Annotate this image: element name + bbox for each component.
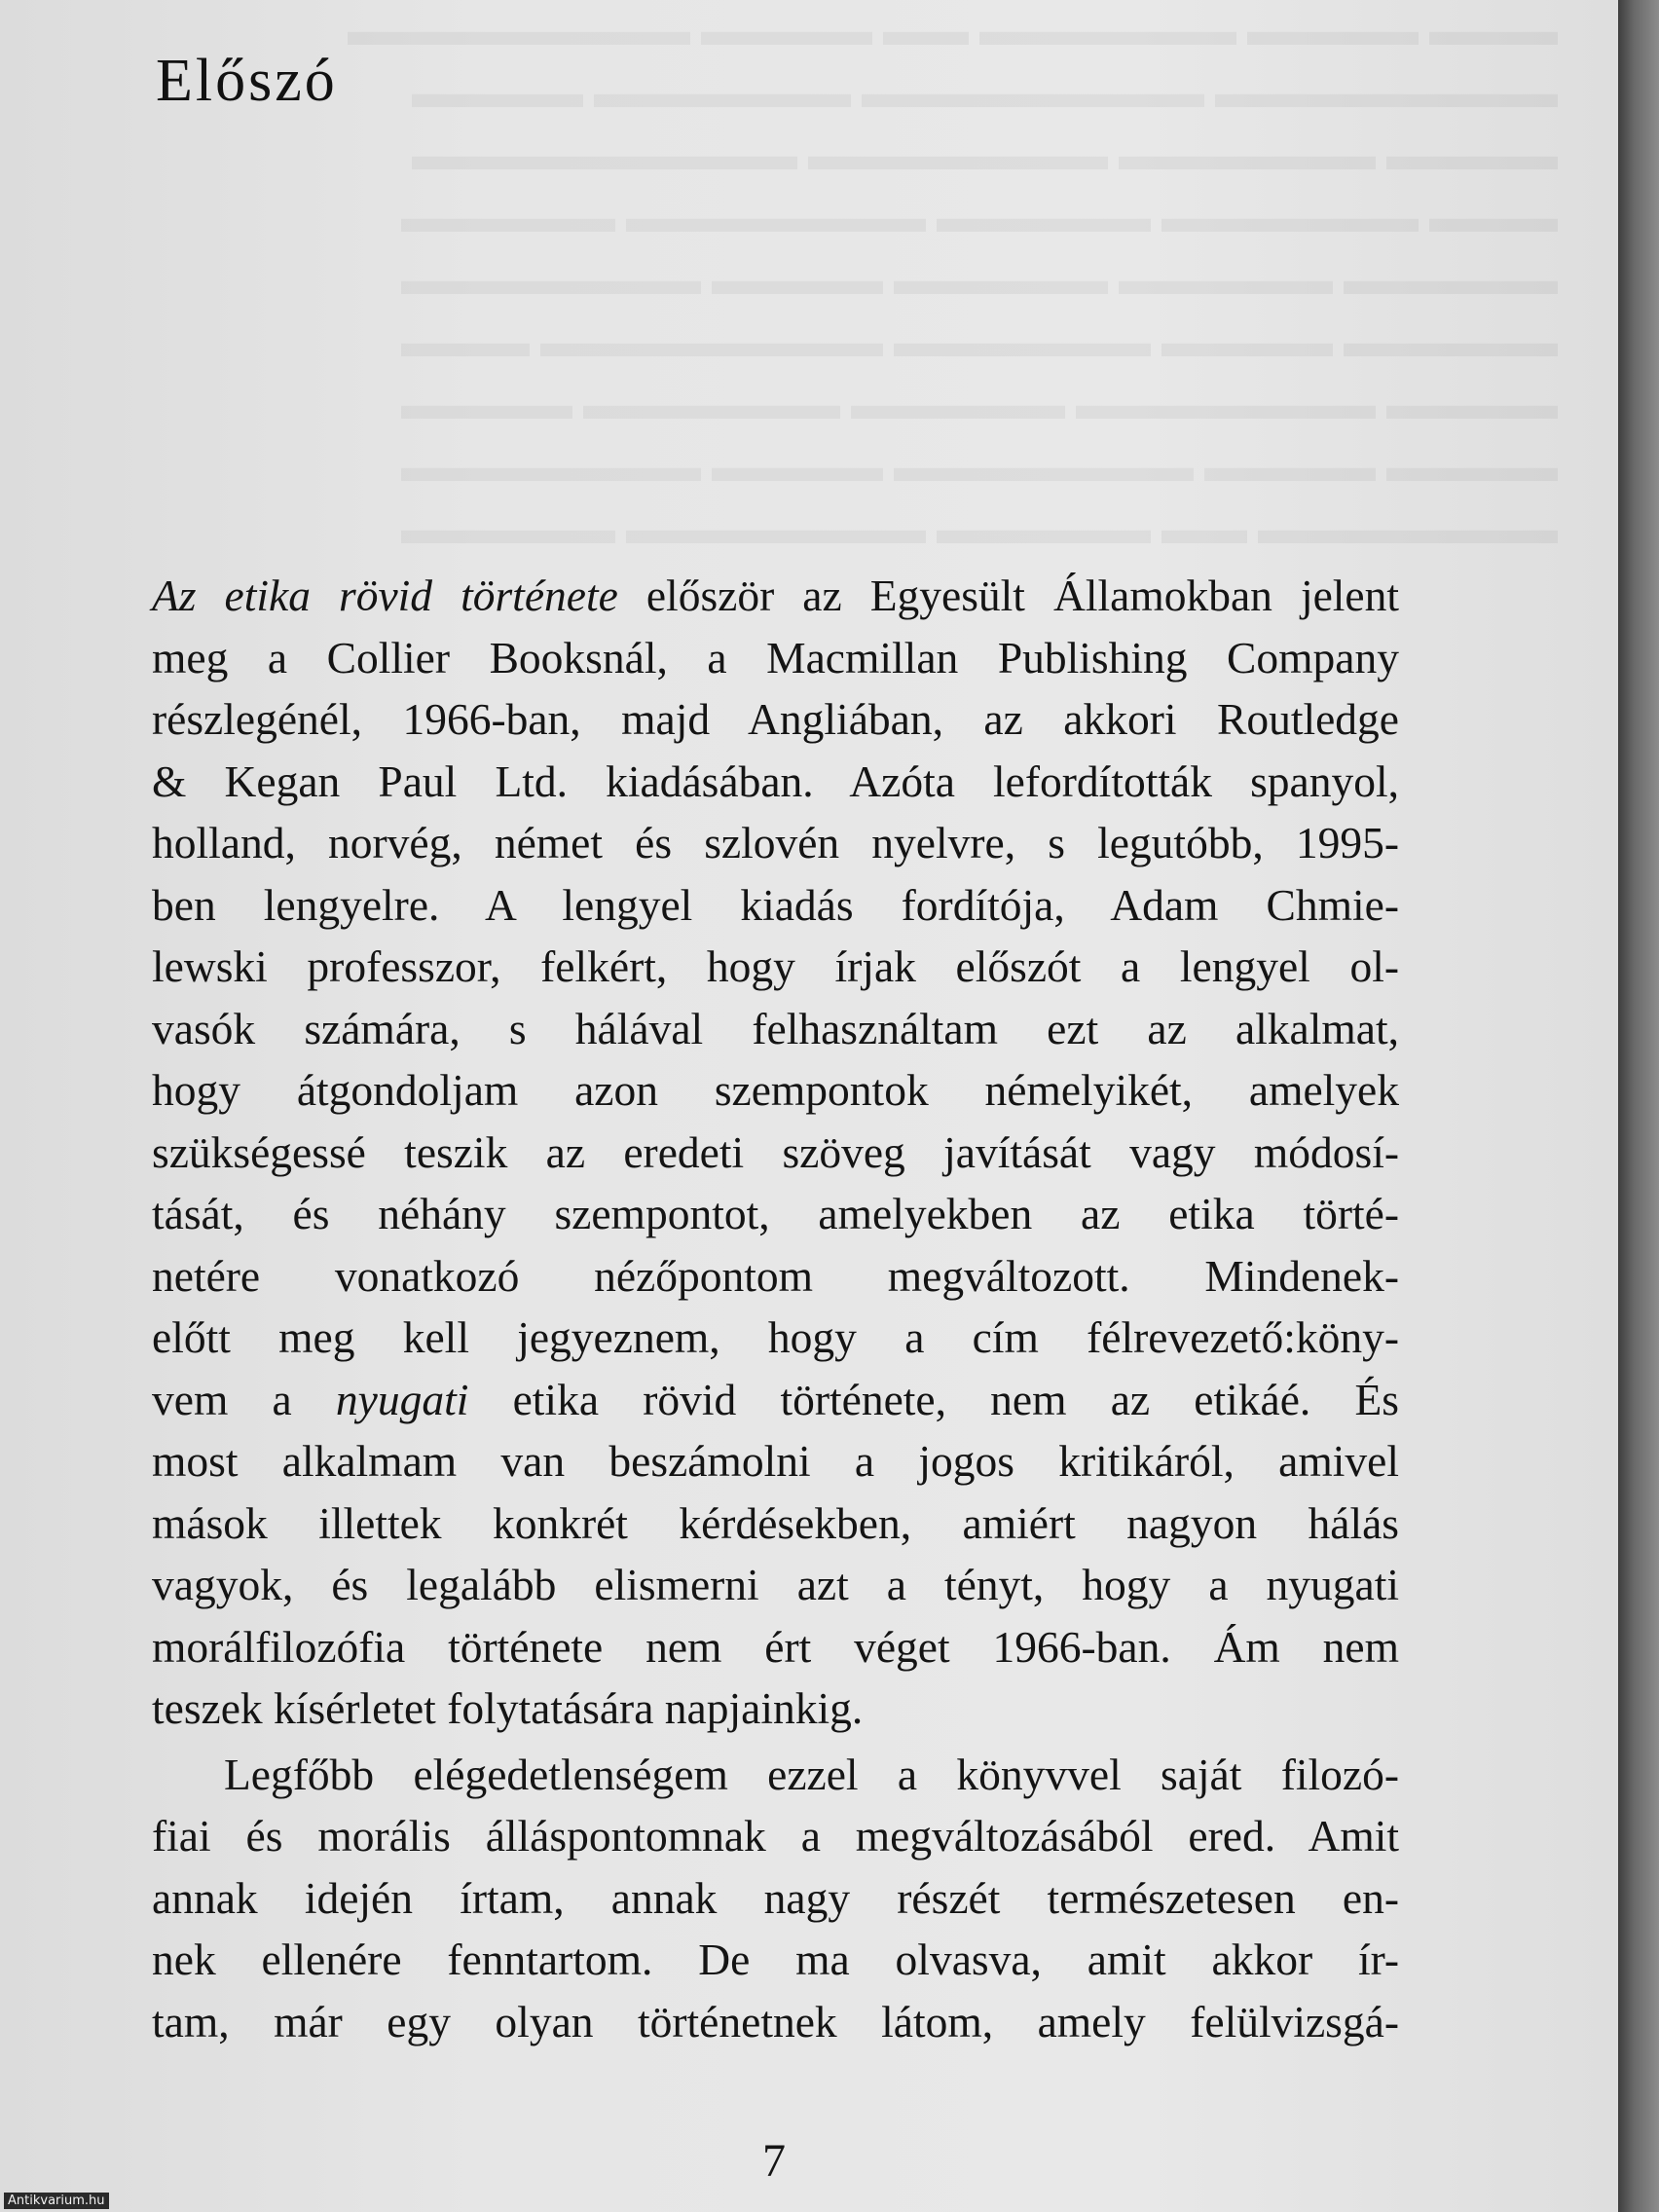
- watermark: Antikvarium.hu: [4, 2193, 109, 2209]
- text-line: tam, már egy olyan történetnek látom, amely felülvizsgá-: [152, 1996, 1399, 2046]
- text-line: nek ellenére fenntartom. De ma olvasva, amit akkor ír-: [152, 1935, 1399, 1984]
- page-title: Előszó: [156, 48, 338, 114]
- text-line: holland, norvég, német és szlovén nyelvre, s legutóbb, 1995-: [152, 818, 1399, 867]
- text-line: tását, és néhány szempontot, amelyekben az etika törté-: [152, 1189, 1399, 1238]
- text-run: etika rövid története, nem az etikáé. És: [468, 1374, 1399, 1424]
- text-line: vasók számára, s hálával felhasználtam ezt az alkalmat,: [152, 1003, 1399, 1053]
- text-line: annak idején írtam, annak nagy részét természetesen en-: [152, 1872, 1399, 1923]
- text-line: lewski professzor, felkért, hogy írjak előszót a lengyel ol-: [152, 941, 1399, 991]
- text-line: ben lengyelre. A lengyel kiadás fordítója, Adam Chmie-: [152, 879, 1399, 930]
- text-line: részlegénél, 1966-ban, majd Angliában, az akkori Routledge: [152, 694, 1399, 744]
- text-run: először az Egyesült Államokban jelent: [617, 571, 1400, 620]
- body-text: [152, 565, 1399, 2052]
- text-line: meg a Collier Booksnál, a Macmillan Publishing Company: [152, 632, 1399, 682]
- text-line: & Kegan Paul Ltd. kiadásában. Azóta lefordították spanyol,: [152, 756, 1399, 806]
- bleed-through-text: [292, 0, 1558, 561]
- page-number: 7: [762, 2135, 786, 2187]
- text-line: teszek kísérletet folytatására napjainkig.: [152, 1683, 864, 1733]
- emphasis: nyugati: [335, 1374, 469, 1424]
- text-line: most alkalmam van beszámolni a jogos kritikáról, amivel: [152, 1436, 1399, 1486]
- text-line: morálfilozófia története nem ért véget 1966-ban. Ám nem: [152, 1621, 1399, 1672]
- paragraph-2: [152, 1744, 1399, 2053]
- text-line: vagyok, és legalább elismerni azt a tényt, hogy a nyugati: [152, 1560, 1399, 1609]
- text-run: vem a: [152, 1374, 336, 1424]
- text-line: [152, 565, 1399, 627]
- text-line: előtt meg kell jegyeznem, hogy a cím félrevezető:köny-: [152, 1312, 1399, 1362]
- book-title: Az etika rövid története: [152, 571, 618, 620]
- text-line: fiai és morális álláspontomnak a megváltozásából ered. Amit: [152, 1811, 1399, 1861]
- text-line: hogy átgondoljam azon szempontok némelyikét, amelyek: [152, 1065, 1399, 1115]
- text-line: Legfőbb elégedetlenségem ezzel a könyvvel saját filozó-: [224, 1749, 1399, 1799]
- text-line: szükségessé teszik az eredeti szöveg javítását vagy módosí-: [152, 1126, 1399, 1177]
- text-line: netére vonatkozó nézőpontom megváltozott. Mindenek-: [152, 1250, 1399, 1301]
- paragraph-1: [152, 565, 1399, 1740]
- page-edge-shadow: [1618, 0, 1659, 2212]
- text-line: mások illettek konkrét kérdésekben, amiért nagyon hálás: [152, 1497, 1399, 1548]
- text-line: [152, 1369, 1399, 1431]
